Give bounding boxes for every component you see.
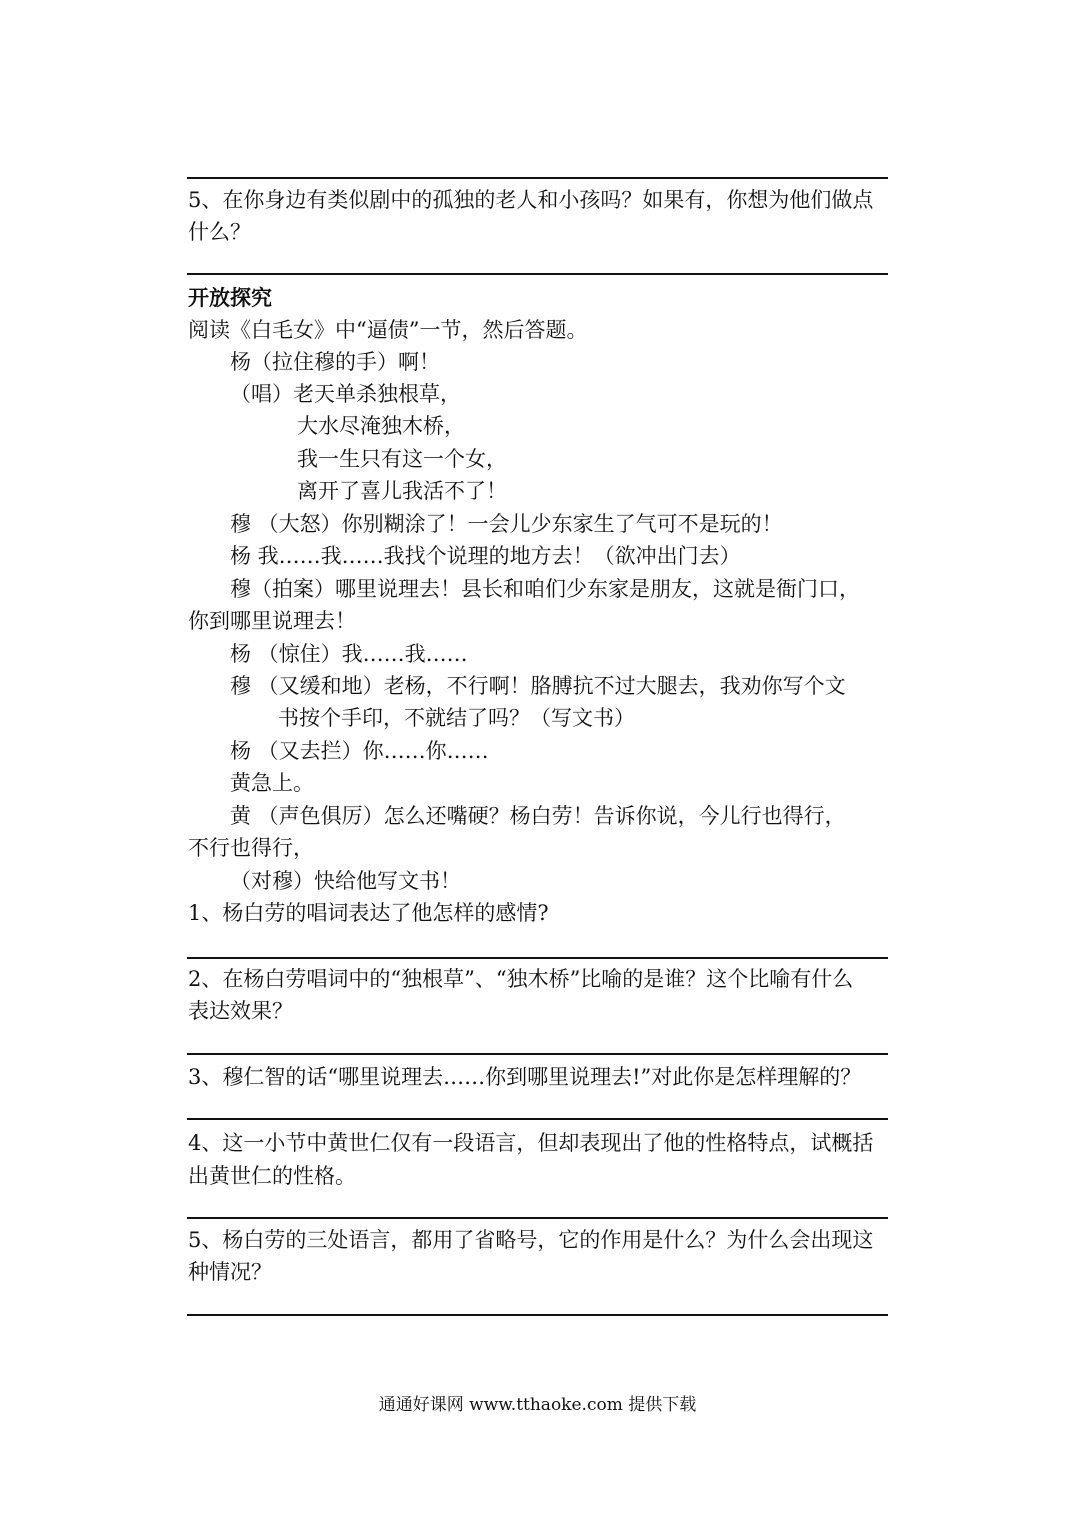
question-line: 5、在你身边有类似剧中的孤独的老人和小孩吗？如果有，你想为他们做点 — [188, 188, 874, 212]
section-title: 开放探究 — [188, 286, 272, 310]
script-line: 黄 （声色俱厉）怎么还嘴硬？杨白劳！告诉你说，今儿行也得行， — [230, 804, 846, 828]
script-line: 离开了喜儿我活不了！ — [297, 479, 507, 503]
script-line: 大水尽淹独木桥， — [297, 414, 465, 438]
question-line: 3、穆仁智的话“哪里说理去……你到哪里说理去!”对此你是怎样理解的？ — [188, 1065, 862, 1089]
answer-line — [187, 957, 888, 959]
script-line: 杨（拉住穆的手）啊！ — [230, 350, 440, 374]
question-line: 2、在杨白劳唱词中的“独根草”、“独木桥”比喻的是谁？这个比喻有什么 — [188, 967, 854, 991]
question-line: 表达效果？ — [188, 999, 293, 1023]
script-line: 杨 我……我……我找个说理的地方去！（欲冲出门去） — [230, 544, 741, 568]
script-line: 书按个手印，不就结了吗？（写文书） — [278, 706, 635, 730]
answer-line — [187, 1053, 888, 1055]
answer-line — [187, 273, 888, 275]
question-line: 4、这一小节中黄世仁仅有一段语言，但却表现出了他的性格特点，试概括 — [188, 1131, 874, 1155]
question-line: 5、杨白劳的三处语言，都用了省略号，它的作用是什么？为什么会出现这 — [188, 1228, 874, 1252]
script-line: 穆 （大怒）你别糊涂了！一会儿少东家生了气可不是玩的！ — [230, 512, 783, 536]
script-line: 杨 （惊住）我……我…… — [230, 642, 468, 666]
script-line: （对穆）快给他写文书！ — [230, 869, 461, 893]
question-line: 种情况？ — [188, 1260, 272, 1284]
answer-line — [187, 177, 888, 179]
script-line: 我一生只有这一个女， — [297, 447, 507, 471]
question-line: 出黄世仁的性格。 — [188, 1164, 356, 1188]
footer-text: 通通好课网 www.tthaoke.com 提供下载 — [378, 1395, 697, 1415]
intro-text: 阅读《白毛女》中“逼债”一节，然后答题。 — [188, 318, 588, 342]
script-line: 不行也得行， — [188, 836, 314, 860]
answer-line — [187, 1118, 888, 1120]
script-line: 杨 （又去拦）你……你…… — [230, 739, 489, 763]
script-line: 你到哪里说理去！ — [188, 609, 356, 633]
question-line: 什么？ — [188, 220, 251, 244]
script-line: 穆 （又缓和地）老杨，不行啊！胳膊抗不过大腿去，我劝你写个文 — [230, 674, 846, 698]
script-line: （唱）老天单杀独根草， — [230, 382, 461, 406]
script-line: 穆（拍案）哪里说理去！县长和咱们少东家是朋友，这就是衙门口， — [230, 577, 860, 601]
question-line: 1、杨白劳的唱词表达了他怎样的感情? — [188, 901, 549, 925]
answer-line — [187, 1217, 888, 1219]
answer-line — [187, 1314, 888, 1316]
script-line: 黄急上。 — [230, 771, 314, 795]
